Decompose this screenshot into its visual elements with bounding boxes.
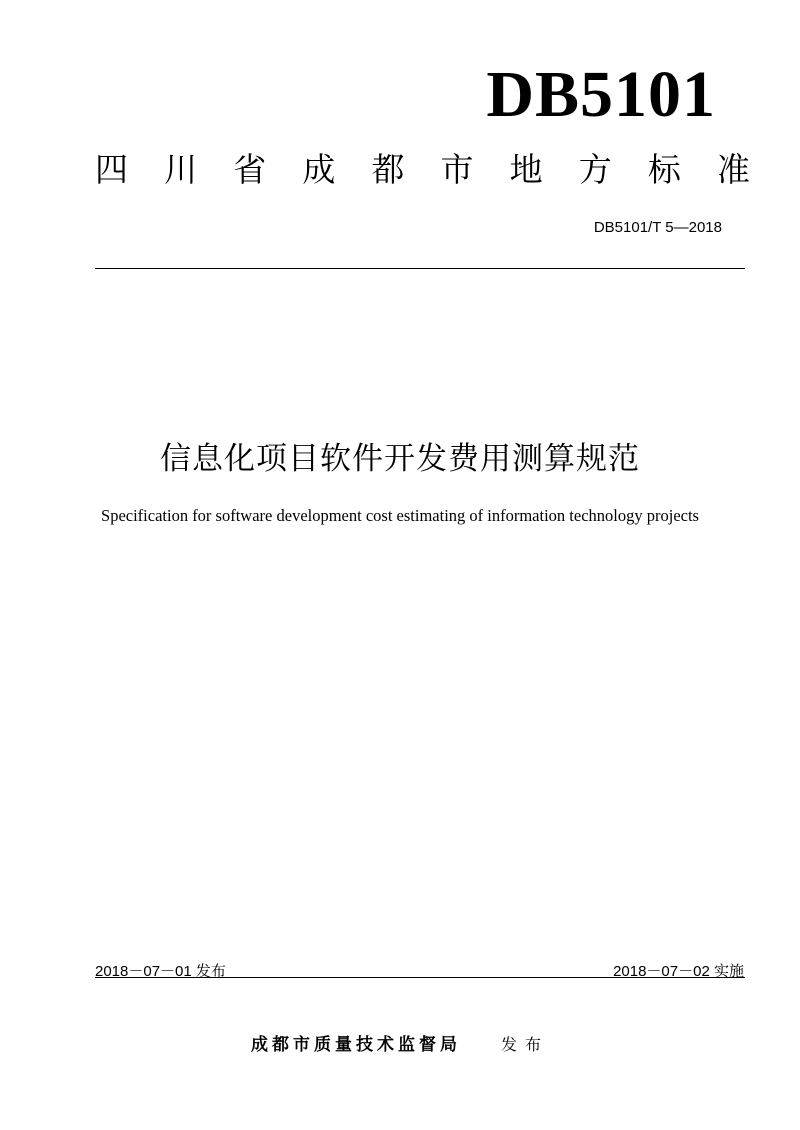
publisher-name: 成都市质量技术监督局 [250,1035,461,1055]
standard-logo: DB5101 [486,58,716,131]
document-title-english: Specification for software development cost estimating of information technology projects [101,506,699,525]
implementation-date-label: 实施 [713,963,744,980]
category-char: 都 [371,150,405,189]
category-char: 省 [233,150,267,189]
category-char: 成 [302,150,336,189]
standard-number: DB5101/T 5—2018 [593,219,722,236]
footer-divider [95,977,745,978]
implementation-date-value: 2018－07－02 [613,963,710,980]
header-divider [95,268,745,269]
category-char: 四 [95,150,128,189]
category-char: 地 [509,150,543,189]
category-char: 市 [440,150,474,189]
publisher-line [0,1030,800,1055]
category-char: 方 [578,150,612,189]
category-char: 准 [716,150,750,189]
issue-date-value: 2018－07－01 [95,963,192,980]
issue-date-label: 发布 [195,963,226,980]
category-char: 标 [647,150,681,189]
publisher-action: 发布 [500,1035,549,1054]
document-title-chinese: 信息化项目软件开发费用测算规范 [160,441,640,477]
category-char: 川 [164,150,198,189]
standard-category [95,150,750,190]
